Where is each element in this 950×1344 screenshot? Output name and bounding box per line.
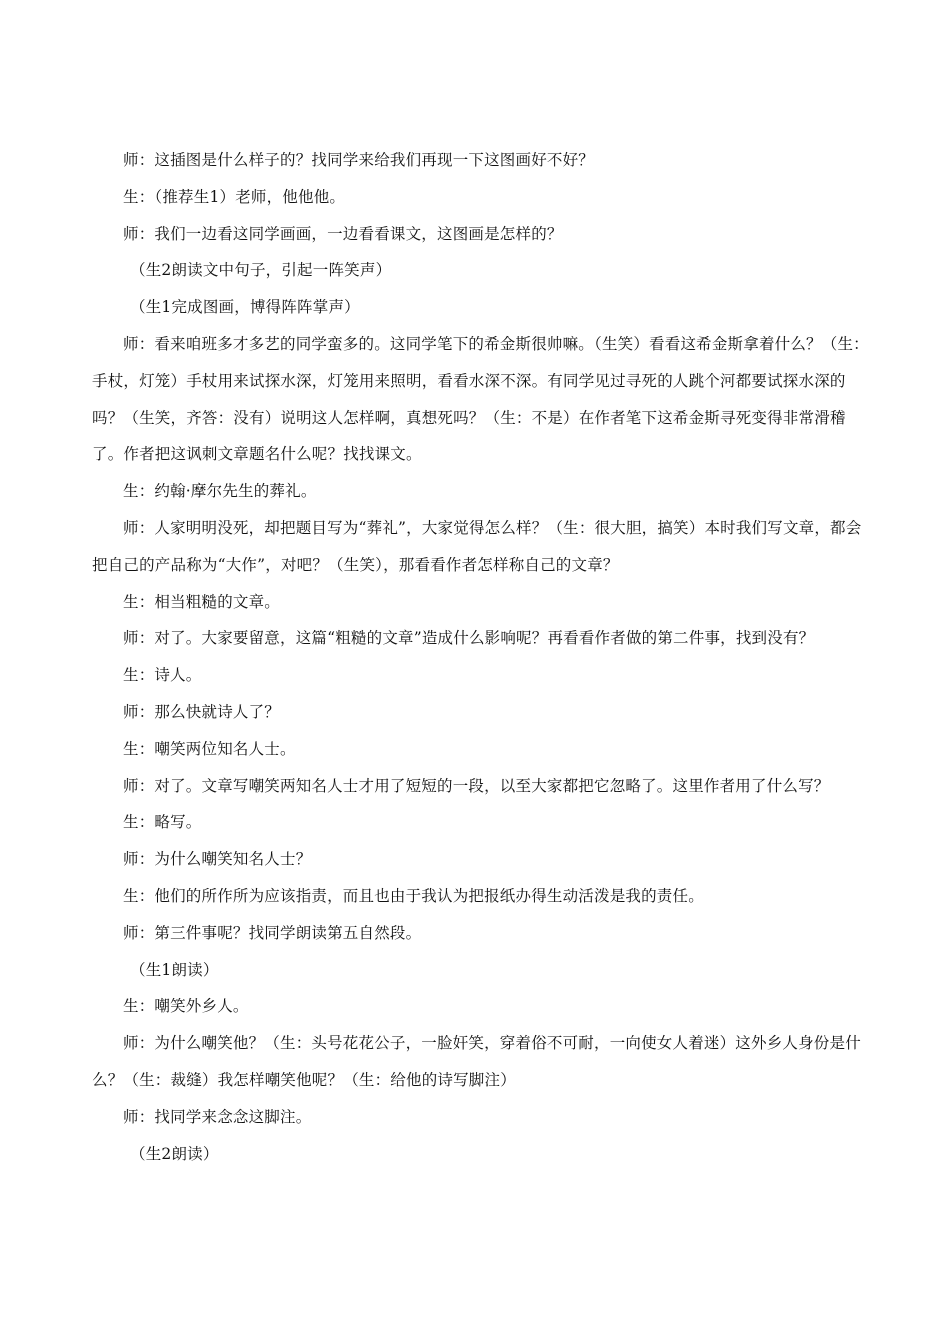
stage-direction: （生2朗读文中句子，引起一阵笑声） [130,261,392,280]
paragraph: 师：对了。文章写嘲笑两知名人士才用了短短的一段，以至大家都把它忽略了。这里作者用了什么写？ [123,776,830,795]
paragraph: 师：人家明明没死，却把题目写为“葬礼”，大家觉得怎么样？（生：很大胆，搞笑）本时我们写文章，都会把自己的产品称为“大作”，对吧？（生笑），那看看作者怎样称自己的文章？ [92,518,862,574]
paragraph: 生：嘲笑两位知名人士。 [123,739,296,758]
paragraph: 师：找同学来念念这脚注。 [123,1107,312,1126]
document-body [92,142,874,1172]
stage-direction: （生1朗读） [130,960,219,979]
paragraph: 生：嘲笑外乡人。 [123,997,249,1016]
paragraph: 生：诗人。 [123,666,202,685]
stage-direction: （生1完成图画，博得阵阵掌声） [130,298,360,317]
paragraph: 师：为什么嘲笑知名人士？ [123,850,312,869]
stage-direction: （生2朗读） [130,1144,219,1163]
paragraph: 师：我们一边看这同学画画，一边看看课文，这图画是怎样的？ [123,224,563,243]
paragraph: 生：相当粗糙的文章。 [123,592,281,611]
paragraph: 生：（推荐生1）老师，他他他。 [123,187,346,206]
paragraph: 师：看来咱班多才多艺的同学蛮多的。这同学笔下的希金斯很帅嘛。（生笑）看看这希金斯拿着什么？（生：手杖，灯笼）手杖用来试探水深，灯笼用来照明，看看水深不深。有同学见过寻死的人跳个河都要试探水深的吗？（生笑，齐答：没有）说明这人怎样啊，真想死吗？（生：不是）在作者笔下这希金斯寻死变得非常滑稽了。作者把这讽刺文章题名什么呢？找找课文。 [92,334,869,464]
paragraph: 生：他们的所作所为应该指责，而且也由于我认为把报纸办得生动活泼是我的责任。 [123,886,704,905]
paragraph: 师：对了。大家要留意，这篇“粗糙的文章”造成什么影响呢？再看看作者做的第二件事，找到没有？ [123,629,815,648]
paragraph: 师：这插图是什么样子的？找同学来给我们再现一下这图画好不好？ [123,151,595,169]
paragraph: 生：略写。 [123,813,202,832]
paragraph: 师：那么快就诗人了？ [123,702,281,721]
paragraph: 生：约翰·摩尔先生的葬礼。 [123,482,317,501]
paragraph: 师：第三件事呢？找同学朗读第五自然段。 [123,923,422,942]
paragraph: 师：为什么嘲笑他？（生：头号花花公子，一脸奸笑，穿着俗不可耐，一向使女人着迷）这外乡人身份是什么？（生：裁缝）我怎样嘲笑他呢？（生：给他的诗写脚注） [92,1034,861,1089]
